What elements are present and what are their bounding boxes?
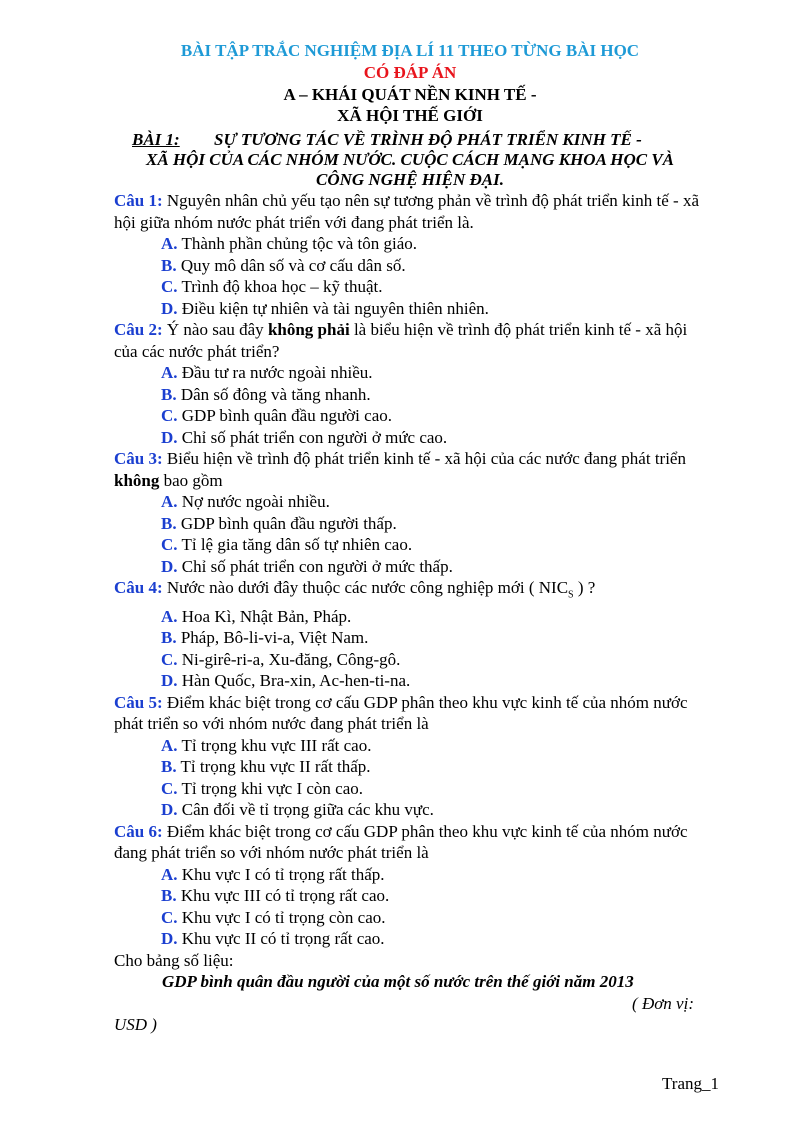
answer-option [114, 276, 706, 298]
option-text: GDP bình quân đầu người cao. [177, 406, 392, 425]
question-text: Điểm khác biệt trong cơ cấu GDP phân theo khu vực kinh tế của nhóm nước đang phát triển so với nhóm nước phát triển là [114, 821, 688, 863]
option-letter: C. [161, 649, 178, 669]
question-number: Câu 1: [114, 191, 163, 210]
option-text: Điều kiện tự nhiên và tài nguyên thiên nhiên. [177, 298, 489, 318]
answer-option [114, 298, 706, 320]
question-text: Biểu hiện về trình độ phát triển kinh tế - xã hội của các nước đang phát triển [162, 449, 686, 468]
option-text: Nợ nước ngoài nhiều. [177, 492, 330, 511]
question-text-continued: là biểu hiện về trình độ phát triển kinh tế - xã hội của các nước phát triển? [114, 320, 688, 361]
option-text: Tỉ trọng khu vực III rất cao. [177, 735, 372, 755]
option-letter: A. [161, 735, 178, 755]
option-letter: B. [161, 757, 177, 777]
answer-option [114, 427, 706, 449]
option-letter: D. [161, 427, 178, 447]
option-text: Quy mô dân số và cơ cấu dân số. [176, 255, 406, 275]
option-text: Khu vực II có tỉ trọng rất cao. [177, 929, 385, 949]
question-text-continued: bao gồm [159, 470, 223, 490]
option-letter: D. [161, 929, 178, 949]
answer-option [114, 799, 706, 821]
answer-option [114, 735, 706, 757]
answer-option [114, 491, 706, 513]
option-letter: C. [161, 778, 178, 798]
unit-label-line2: USD ) [114, 1015, 157, 1035]
answer-option [114, 255, 706, 277]
answer-option [114, 606, 706, 628]
option-text: Chỉ số phát triển con người ở mức thấp. [177, 556, 453, 576]
answer-option [114, 384, 706, 406]
question-number: Câu 3: [114, 449, 163, 468]
section-heading-line1: A – KHÁI QUÁT NỀN KINH TẾ - [283, 85, 537, 104]
option-text: Hoa Kì, Nhật Bản, Pháp. [177, 606, 352, 626]
answer-option [114, 928, 706, 950]
question-emphasis: không [114, 470, 160, 490]
answer-option [114, 670, 706, 692]
option-text: Tỉ trọng khi vực I còn cao. [177, 778, 363, 798]
question-text: Nguyên nhân chủ yếu tạo nên sự tương phản về trình độ phát triển kinh tế - xã hội giữa nhóm nước phát triển với đang phát triển là. [114, 191, 700, 232]
option-text: Khu vực III có tỉ trọng rất cao. [176, 886, 390, 906]
option-text: Tỉ trọng khu vực II rất thấp. [176, 757, 371, 777]
question-number: Câu 2: [114, 320, 163, 339]
answer-option [114, 885, 706, 907]
option-text: Trình độ khoa học – kỹ thuật. [177, 277, 383, 296]
option-text: Dân số đông và tăng nhanh. [176, 384, 371, 404]
option-letter: D. [161, 556, 178, 576]
answer-option [114, 233, 706, 255]
question-number: Câu 6: [114, 821, 163, 841]
question-stem [114, 190, 706, 233]
option-text: GDP bình quân đầu người thấp. [176, 513, 397, 533]
answer-option [114, 778, 706, 800]
question-text: Nước nào dưới đây thuộc các nước công nghiệp mới ( NIC [162, 578, 569, 597]
question-stem [114, 821, 706, 864]
option-letter: B. [161, 513, 177, 533]
document-page [114, 40, 706, 1036]
answer-option [114, 627, 706, 649]
question-stem [114, 692, 706, 735]
option-text: Thành phần chủng tộc và tôn giáo. [177, 234, 418, 253]
question-subscript: S [568, 589, 574, 601]
lesson-title-line2: XÃ HỘI CỦA CÁC NHÓM NƯỚC. CUỘC CÁCH MẠNG KHOA HỌC VÀ [145, 150, 675, 169]
question-text: Điểm khác biệt trong cơ cấu GDP phân theo khu vực kinh tế của nhóm nước phát triển so với nhóm nước đang phát triển là [114, 692, 688, 734]
unit-label-line1: ( Đơn vị: [632, 993, 694, 1013]
option-letter: B. [161, 255, 177, 275]
option-letter: C. [161, 277, 178, 296]
option-letter: A. [161, 363, 178, 382]
question-number: Câu 4: [114, 578, 163, 597]
lesson-title-line1: SỰ TƯƠNG TÁC VỀ TRÌNH ĐỘ PHÁT TRIỂN KINH TẾ - [214, 130, 642, 149]
option-text: Đầu tư ra nước ngoài nhiều. [177, 363, 373, 382]
option-text: Khu vực I có tỉ trọng rất thấp. [177, 864, 385, 884]
question-text-continued: ) ? [573, 578, 596, 597]
question-stem [114, 577, 706, 606]
option-letter: A. [161, 492, 178, 511]
question-stem [114, 319, 706, 362]
answer-option [114, 513, 706, 535]
option-text: Ni-girê-ri-a, Xu-đăng, Công-gô. [177, 649, 401, 669]
question-stem [114, 448, 706, 491]
answer-option [114, 649, 706, 671]
option-text: Hàn Quốc, Bra-xin, Ac-hen-ti-na. [177, 671, 411, 691]
answer-option [114, 362, 706, 384]
question-number: Câu 5: [114, 692, 163, 712]
option-text: Khu vực I có tỉ trọng còn cao. [177, 907, 386, 927]
lesson-tag: BÀI 1: [132, 130, 180, 149]
lesson-heading [114, 130, 706, 190]
question-text: Ý nào sau đây [162, 320, 268, 339]
document-title: BÀI TẬP TRẮC NGHIỆM ĐỊA LÍ 11 THEO TỪNG BÀI HỌC [180, 41, 640, 60]
question-list [114, 190, 706, 950]
option-letter: D. [161, 800, 178, 820]
answer-option [114, 405, 706, 427]
page-number: Trang_1 [662, 1074, 719, 1093]
answer-option [114, 756, 706, 778]
option-letter: B. [161, 384, 177, 404]
table-title: GDP bình quân đầu người của một số nước trên thế giới năm 2013 [162, 972, 634, 992]
option-letter: A. [161, 234, 178, 253]
document-subtitle: CÓ ĐÁP ÁN [363, 63, 457, 82]
option-letter: B. [161, 886, 177, 906]
option-letter: A. [161, 864, 178, 884]
lesson-title-line3: CÔNG NGHỆ HIỆN ĐẠI. [316, 170, 504, 189]
option-text: Pháp, Bô-li-vi-a, Việt Nam. [176, 628, 369, 648]
option-letter: D. [161, 298, 178, 318]
answer-option [114, 864, 706, 886]
option-letter: D. [161, 671, 178, 691]
option-text: Chỉ số phát triển con người ở mức cao. [177, 427, 448, 447]
option-text: Tỉ lệ gia tăng dân số tự nhiên cao. [177, 535, 413, 554]
table-intro: Cho bảng số liệu: [114, 950, 234, 970]
option-letter: C. [161, 907, 178, 927]
question-emphasis: không phải [267, 320, 350, 339]
answer-option [114, 534, 706, 556]
option-letter: A. [161, 606, 178, 626]
option-text: Cân đối về tỉ trọng giữa các khu vực. [177, 800, 434, 820]
answer-option [114, 907, 706, 929]
option-letter: C. [161, 406, 178, 425]
section-heading-line2: XÃ HỘI THẾ GIỚI [337, 106, 483, 125]
option-letter: B. [161, 628, 177, 648]
option-letter: C. [161, 535, 178, 554]
answer-option [114, 556, 706, 578]
